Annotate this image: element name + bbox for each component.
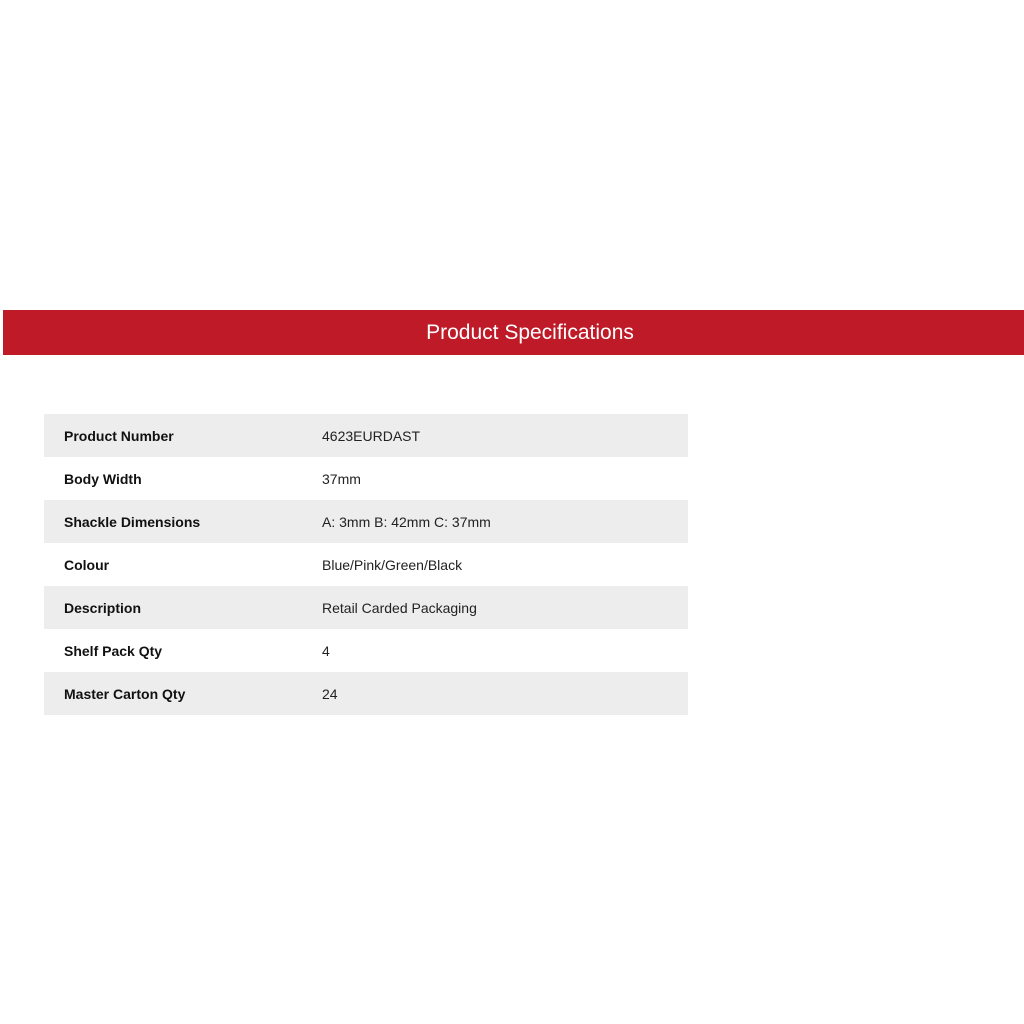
spec-value: 4623EURDAST [322,414,688,457]
spec-label: Product Number [44,414,322,457]
spec-label: Body Width [64,470,142,487]
spec-value: 37mm [322,470,361,487]
spec-label: Master Carton Qty [44,672,322,715]
spec-label: Colour [64,556,110,573]
spec-label: Description [44,586,322,629]
table-row [44,672,688,715]
specifications-table [44,414,688,715]
spec-value: Blue/Pink/Green/Black [322,556,463,573]
section-title: Product Specifications [426,320,634,344]
spec-value: 24 [322,672,688,715]
table-row [44,586,688,629]
specifications-header-banner [3,310,1024,355]
spec-label: Shackle Dimensions [44,500,322,543]
table-row [44,414,688,457]
table-row [44,500,688,543]
spec-value: 4 [322,642,330,659]
spec-value: Retail Carded Packaging [322,586,688,629]
table-row [44,543,688,586]
spec-label: Shelf Pack Qty [64,642,163,659]
table-row [44,629,688,672]
table-row [44,457,688,500]
spec-value: A: 3mm B: 42mm C: 37mm [322,500,688,543]
